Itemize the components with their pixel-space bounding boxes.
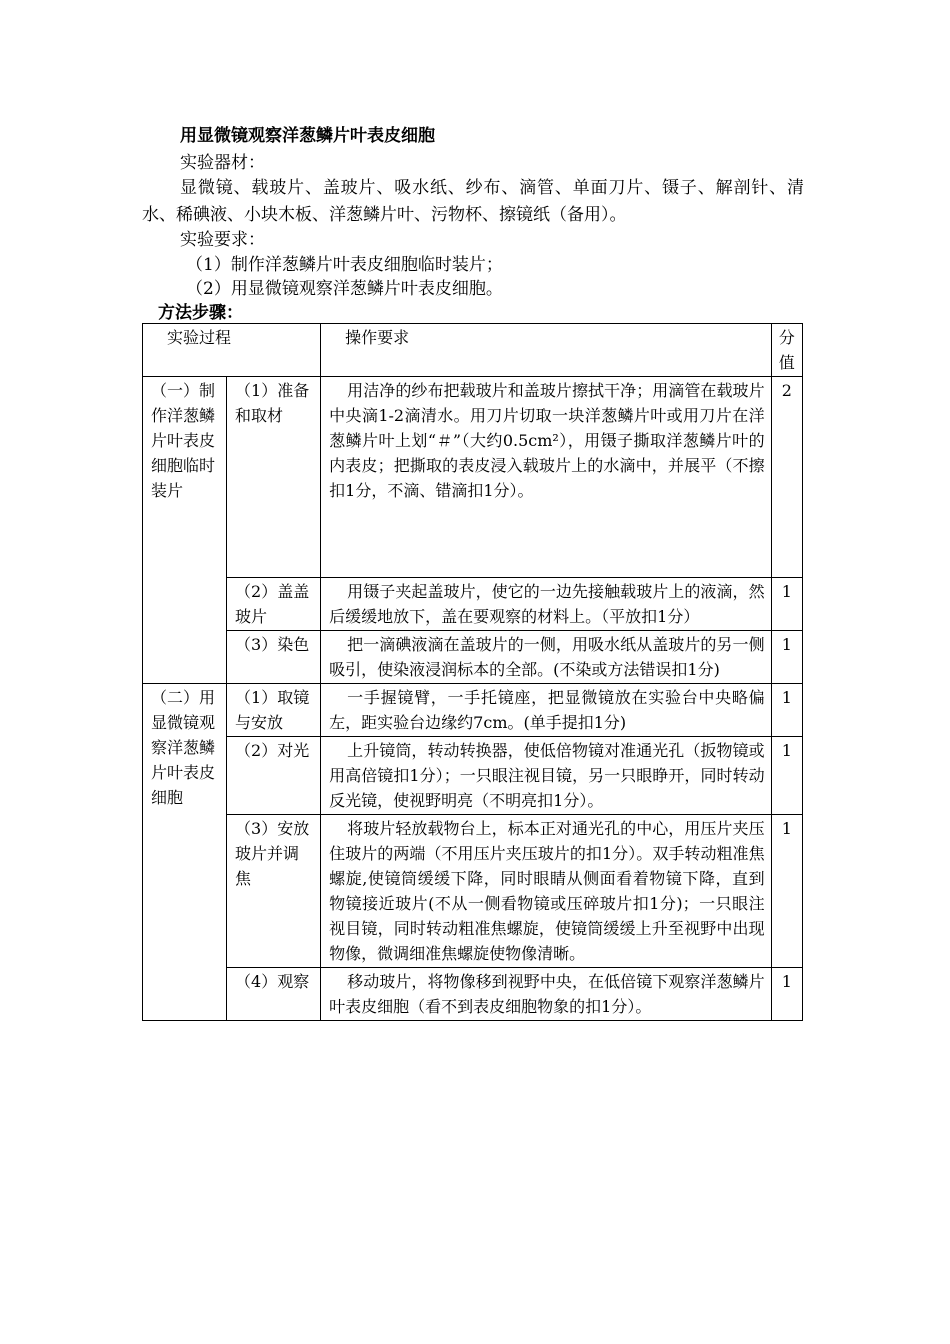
step-score: 1 [771,815,802,968]
step-name: （1）准备和取材 [227,377,321,578]
materials-label: 实验器材： [180,153,265,173]
stage-1-name: （一）制作洋葱鳞片叶表皮细胞临时装片 [143,377,227,684]
step-requirement: 移动玻片，将物像移到视野中央，在低倍镜下观察洋葱鳞片叶表皮细胞（看不到表皮细胞物象的扣1分）。 [321,968,771,1021]
step-requirement: 将玻片轻放载物台上，标本正对通光孔的中心，用压片夹压住玻片的两端（不用压片夹压玻片的扣1分）。双手转动粗准焦螺旋,使镜筒缓缓下降，同时眼睛从侧面看着物镜下降，直到物镜接近玻片(不从一侧看物镜或压碎玻片扣1分)；一只眼注视目镜，同时转动粗准焦螺旋，使镜筒缓缓上升至视野中出现物像，微调细准焦螺旋使物像清晰。 [321,815,771,968]
requirement-item-2: （2）用显微镜观察洋葱鳞片叶表皮细胞。 [186,279,503,299]
step-requirement: 用洁净的纱布把载玻片和盖玻片擦拭干净；用滴管在载玻片中央滴1-2滴清水。用刀片切取一块洋葱鳞片叶或用刀片在洋葱鳞片叶上划“＃”（大约0.5cm²），用镊子撕取洋葱鳞片叶的内表皮；把撕取的表皮浸入载玻片上的水滴中，并展平（不擦扣1分，不滴、错滴扣1分）。 [321,377,771,578]
table-row [143,737,803,815]
table-row [143,631,803,684]
document-title: 用显微镜观察洋葱鳞片叶表皮细胞 [180,126,435,146]
step-score: 1 [771,684,802,737]
step-score: 1 [771,968,802,1021]
header-requirement: 操作要求 [321,324,771,377]
stage-2-name: （二）用显微镜观察洋葱鳞片叶表皮细胞 [143,684,227,1021]
table-row [143,968,803,1021]
steps-label: 方法步骤： [158,303,243,323]
step-score: 2 [771,377,802,578]
procedure-table [142,323,803,1021]
step-name: （2）对光 [227,737,321,815]
table-row [143,377,803,578]
step-score: 1 [771,737,802,815]
step-score: 1 [771,578,802,631]
table-row [143,578,803,631]
table-row [143,684,803,737]
header-score: 分值 [771,324,802,377]
materials-text: 显微镜、载玻片、盖玻片、吸水纸、纱布、滴管、单面刀片、镊子、解剖针、清水、稀碘液、小块木板、洋葱鳞片叶、污物杯、擦镜纸（备用）。 [142,178,804,225]
step-name: （2）盖盖玻片 [227,578,321,631]
step-name: （4）观察 [227,968,321,1021]
step-requirement: 把一滴碘液滴在盖玻片的一侧，用吸水纸从盖玻片的另一侧吸引，使染液浸润标本的全部。(不染或方法错误扣1分) [321,631,771,684]
step-requirement: 上升镜筒，转动转换器，使低倍物镜对准通光孔（扳物镜或用高倍镜扣1分）；一只眼注视目镜，另一只眼睁开，同时转动反光镜，使视野明亮（不明亮扣1分）。 [321,737,771,815]
step-name: （1）取镜与安放 [227,684,321,737]
requirement-item-1: （1）制作洋葱鳞片叶表皮细胞临时装片； [186,255,503,275]
requirements-label: 实验要求： [180,230,265,250]
step-requirement: 用镊子夹起盖玻片，使它的一边先接触载玻片上的液滴，然后缓缓地放下，盖在要观察的材料上。（平放扣1分） [321,578,771,631]
step-score: 1 [771,631,802,684]
table-header-row [143,324,803,377]
step-requirement: 一手握镜臂，一手托镜座，把显微镜放在实验台中央略偏左，距实验台边缘约7cm。(单手提扣1分) [321,684,771,737]
step-name: （3）染色 [227,631,321,684]
step-name: （3）安放玻片并调焦 [227,815,321,968]
header-process: 实验过程 [143,324,321,377]
table-row [143,815,803,968]
